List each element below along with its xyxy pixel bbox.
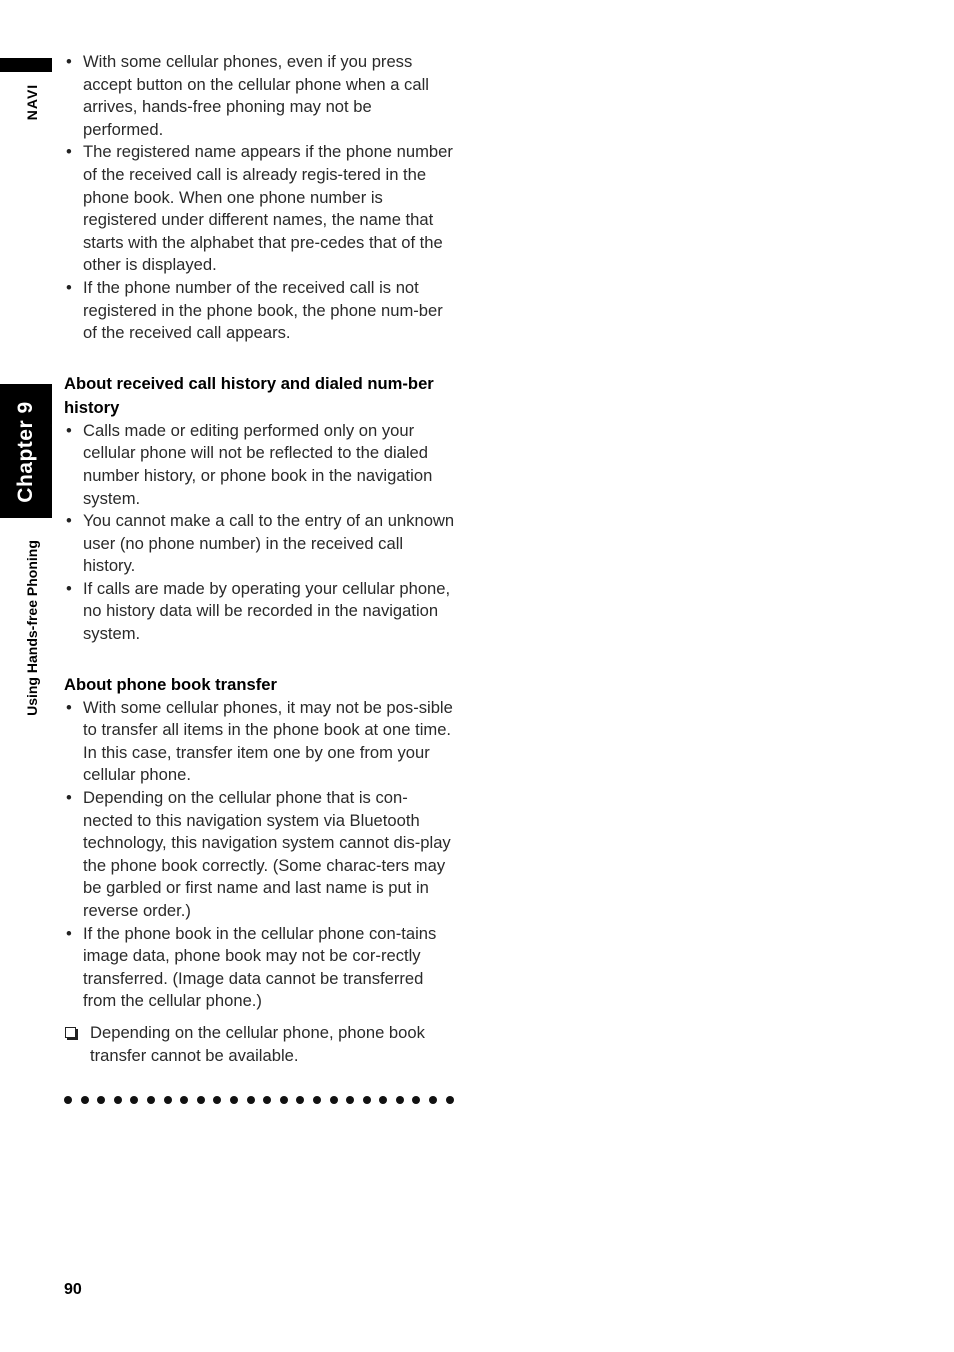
dot [313, 1096, 321, 1104]
section-side-label: Using Hands-free Phoning [24, 540, 40, 716]
dot [147, 1096, 155, 1104]
dot [247, 1096, 255, 1104]
list-item: • If calls are made by operating your cellular phone, no history data will be recorded in the navigation system. [64, 578, 456, 646]
dot [130, 1096, 138, 1104]
dot [213, 1096, 221, 1104]
dot [363, 1096, 371, 1104]
list-item: • If the phone number of the received call is not registered in the phone book, the phone num-ber of the received call appears. [64, 277, 456, 345]
list-item: • The registered name appears if the phone number of the received call is already regis-tered in the phone book. When one phone number is registered under different names, the name that starts with the alphabet that pre-cedes that of the other is displayed. [64, 141, 456, 277]
dot [296, 1096, 304, 1104]
dot [197, 1096, 205, 1104]
dot [230, 1096, 238, 1104]
end-of-section-dots [64, 1096, 454, 1104]
dot [81, 1096, 89, 1104]
page-number: 90 [64, 1281, 82, 1298]
list-item: • Calls made or editing performed only on your cellular phone will not be reflected to the dialed number history, or phone book in the navigation system. [64, 420, 456, 510]
section-heading-call-history: About received call history and dialed num-ber history [64, 373, 434, 417]
dot [180, 1096, 188, 1104]
dot [446, 1096, 454, 1104]
list-item: • With some cellular phones, even if you press accept button on the cellular phone when a call arrives, hands-free phoning may not be performed. [64, 51, 456, 141]
dot [280, 1096, 288, 1104]
list-item: • You cannot make a call to the entry of an unknown user (no phone number) in the received call history. [64, 510, 456, 578]
note-text: Depending on the cellular phone, phone book transfer cannot be available. [90, 1022, 425, 1065]
dot [396, 1096, 404, 1104]
dot [164, 1096, 172, 1104]
dot [330, 1096, 338, 1104]
list-item: • If the phone book in the cellular phone con-tains image data, phone book may not be cor-rectly transferred. (Image data cannot be transferred from the cellular phone.) [64, 923, 456, 1013]
dot [263, 1096, 271, 1104]
note-box-icon [65, 1027, 76, 1038]
navi-tab-bar [0, 58, 52, 72]
dot [346, 1096, 354, 1104]
dot [379, 1096, 387, 1104]
navi-side-label: NAVI [24, 83, 40, 121]
dot [429, 1096, 437, 1104]
dot [412, 1096, 420, 1104]
dot [114, 1096, 122, 1104]
main-content [64, 51, 456, 1104]
dot [97, 1096, 105, 1104]
list-item: • With some cellular phones, it may not be pos-sible to transfer all items in the phone book at one time. In this case, transfer item one by one from your cellular phone. [64, 697, 456, 787]
chapter-label: Chapter 9 [14, 401, 37, 503]
call-history-bullet-list [64, 420, 456, 646]
phone-book-bullet-list [64, 697, 456, 1013]
list-item: • Depending on the cellular phone that is con-nected to this navigation system via Bluetooth technology, this navigation system cannot dis-play the phone book correctly. (Some charac-ters may be garbled or first name and last name is put in reverse order.) [64, 787, 456, 923]
section-heading-phone-book-transfer: About phone book transfer [64, 674, 277, 694]
note [64, 1022, 456, 1067]
intro-bullet-list [64, 51, 456, 345]
dot [64, 1096, 72, 1104]
